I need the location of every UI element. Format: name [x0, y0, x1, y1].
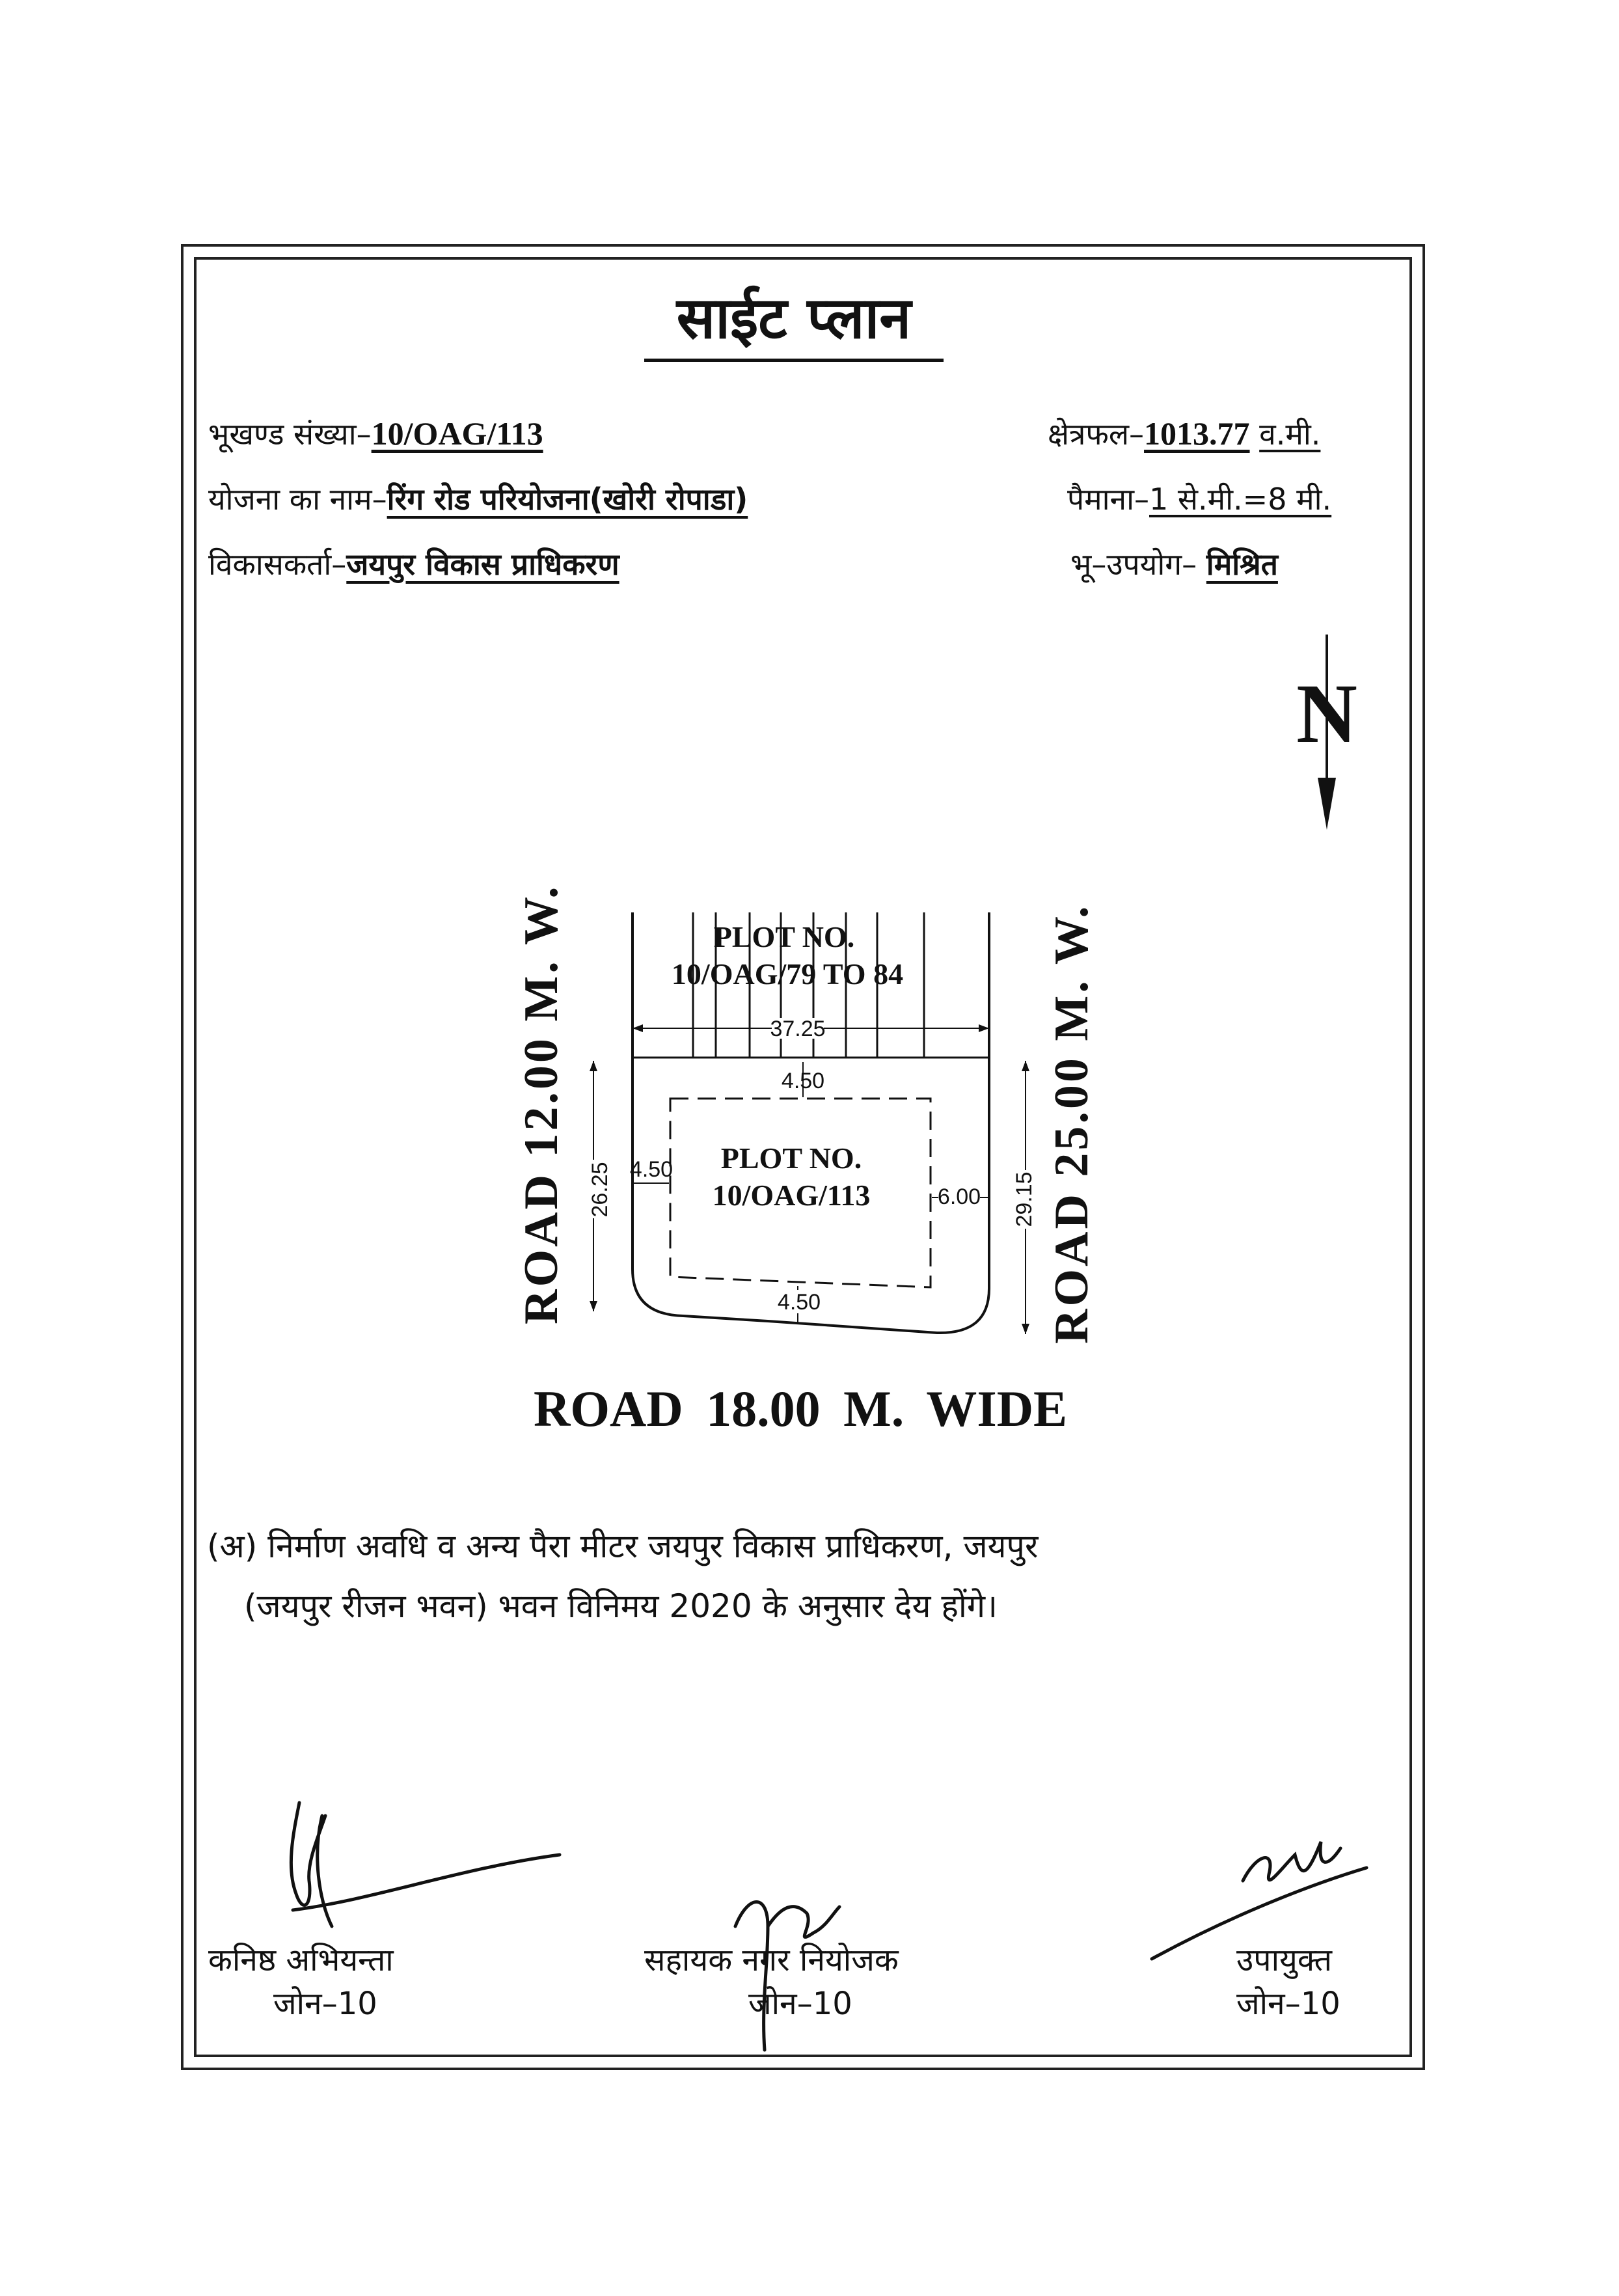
area-label: क्षेत्रफल–	[1048, 417, 1145, 452]
signatory-1-zone: जोन–10	[273, 1986, 377, 2022]
plot-drawing	[573, 898, 1067, 1354]
arrowhead	[979, 1024, 989, 1032]
road-east-label: ROAD 25.00 M. W.	[1045, 903, 1098, 1344]
arrowhead	[590, 1301, 597, 1311]
arrowhead	[1022, 1061, 1029, 1071]
scale-row	[1067, 478, 1331, 519]
setback-front-top: 4.50	[781, 1069, 825, 1093]
developer-value: जयपुर विकास प्राधिकरण	[346, 547, 619, 582]
subject-plot-label-line2: 10/OAG/113	[712, 1179, 871, 1212]
dimension-left-depth: 26.25	[587, 1162, 612, 1218]
scale-value: 1 से.मी.=8 मी.	[1149, 482, 1332, 517]
dimension-top-width: 37.25	[770, 1017, 826, 1041]
area-row	[1048, 413, 1320, 454]
scheme-label: योजना का नाम–	[208, 482, 387, 517]
subject-plot-label-line1: PLOT NO.	[720, 1141, 862, 1175]
signatory-3-title: उपायुक्त	[1236, 1942, 1332, 1978]
page-title: साईट प्लान	[644, 277, 944, 362]
area-unit: व.मी.	[1259, 417, 1321, 452]
adjacent-plots-label-line2: 10/OAG/79 TO 84	[671, 957, 904, 991]
plot-number-label: भूखण्ड संख्या–	[208, 417, 372, 452]
developer-label: विकासकर्ता–	[208, 547, 347, 582]
plot-number-row	[208, 413, 543, 454]
north-arrow-head	[1318, 778, 1336, 830]
scheme-value: रिंग रोड परियोजना(खोरी रोपाडा)	[387, 482, 748, 517]
arrowhead	[1022, 1324, 1029, 1334]
scale-label: पैमाना–	[1067, 482, 1149, 517]
road-south-label: ROAD 18.00 M. WIDE	[534, 1380, 1068, 1437]
land-use-row	[1070, 543, 1278, 584]
land-use-value: मिश्रित	[1206, 547, 1278, 582]
signature-junior-engineer	[273, 1796, 573, 1946]
arrowhead	[590, 1061, 597, 1071]
signatory-2-zone: जोन–10	[748, 1986, 852, 2022]
setback-rear-bottom: 4.50	[777, 1290, 821, 1315]
signatory-3-zone: जोन–10	[1236, 1986, 1340, 2022]
north-label: N	[1296, 667, 1357, 761]
road-west-label: ROAD 12.00 M. W.	[515, 884, 568, 1324]
signatory-2-title: सहायक नगर नियोजक	[644, 1942, 899, 1978]
signatory-1-title: कनिष्ठ अभियन्ता	[208, 1942, 394, 1978]
plot-number-value: 10/OAG/113	[371, 415, 543, 452]
north-arrow	[1279, 635, 1363, 843]
note-line-1: (अ) निर्माण अवधि व अन्य पैरा मीटर जयपुर विकास प्राधिकरण, जयपुर	[207, 1527, 1039, 1565]
dimension-right-depth: 29.15	[1011, 1171, 1037, 1227]
developer-row	[208, 543, 619, 584]
note-line-2: (जयपुर रीजन भवन) भवन विनिमय 2020 के अनुसार देय होंगे।	[244, 1587, 998, 1625]
land-use-label: भू–उपयोग–	[1070, 547, 1197, 582]
setback-left: 4.50	[629, 1157, 673, 1182]
setback-right: 6.00	[937, 1184, 981, 1209]
area-value: 1013.77	[1144, 415, 1250, 452]
scheme-row	[208, 478, 748, 519]
adjacent-plots-label-line1: PLOT NO.	[713, 920, 855, 953]
arrowhead	[633, 1024, 643, 1032]
